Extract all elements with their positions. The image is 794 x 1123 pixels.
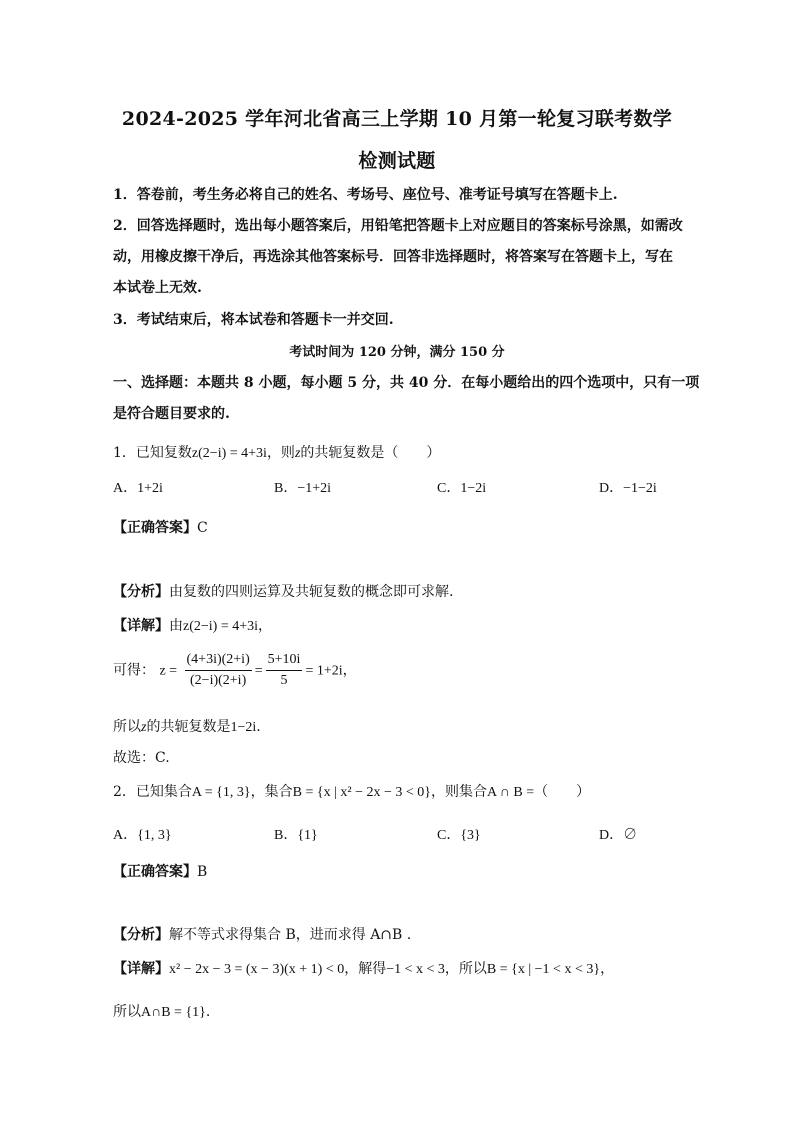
q1-derivation: 可得： z = $\frac{(4+3i)(2+i)}{(2-i)(2+i)}$ = $\frac{5+10i}{5}$ = 1+2i， bbox=[113, 652, 357, 688]
question-1 bbox=[113, 442, 440, 462]
title-line-2: 检测试题 bbox=[358, 150, 436, 172]
instruction-2-cont-2: 本试卷上无效. bbox=[113, 280, 202, 296]
q1-fraction-1-denominator: (2−i)(2+i) bbox=[190, 673, 247, 688]
q2-final-end: . bbox=[205, 1004, 211, 1020]
q1-analysis-label: 【分析】 bbox=[113, 584, 169, 600]
exam-time: 考试时间为 120 分钟，满分 150 分 bbox=[289, 345, 505, 360]
q1-mid: ，则 bbox=[266, 445, 295, 461]
q2-detail-end: ， bbox=[600, 961, 615, 977]
q2-analysis bbox=[113, 924, 411, 944]
question-2 bbox=[113, 781, 590, 801]
q2-mid-1: ，集合 bbox=[250, 784, 293, 800]
q2-option-c: C．{3} bbox=[437, 828, 481, 843]
q1-fraction-1 bbox=[185, 652, 252, 689]
q1-var: z bbox=[294, 446, 301, 461]
q1-option-c: C．1−2i bbox=[437, 481, 487, 496]
q2-detail-mid: ，解得 bbox=[344, 961, 387, 977]
q2-option-d: D．∅ bbox=[599, 828, 638, 843]
q1-analysis bbox=[113, 581, 453, 601]
q1-suffix: 的共轭复数是（ ） bbox=[300, 445, 441, 461]
q2-detail-range: −1 < x < 3 bbox=[386, 962, 445, 977]
q2-detail-set-b: B = {x | −1 < x < 3} bbox=[486, 962, 601, 977]
q1-derive-z: z = bbox=[159, 663, 178, 679]
q1-detail-suffix: ， bbox=[258, 618, 273, 634]
q2-option-b: B．{1} bbox=[274, 828, 318, 843]
q2-set-a: A = {1, 3} bbox=[191, 785, 251, 800]
q2-detail-mid-2: ，所以 bbox=[444, 961, 487, 977]
q2-option-a: A．{1, 3} bbox=[113, 828, 172, 843]
q2-answer-value: B bbox=[197, 864, 208, 880]
q2-expression: A ∩ B = bbox=[486, 785, 535, 800]
q2-mid-2: ，则集合 bbox=[430, 784, 487, 800]
q2-prefix: 2．已知集合 bbox=[113, 784, 192, 800]
q2-analysis-label: 【分析】 bbox=[113, 927, 169, 943]
section-heading-cont: 是符合题目要求的. bbox=[113, 406, 230, 422]
q1-detail-label: 【详解】 bbox=[113, 618, 169, 634]
q1-derive-prefix: 可得： bbox=[113, 662, 155, 679]
q2-set-b: B = {x | x² − 2x − 3 < 0} bbox=[292, 785, 431, 800]
q1-analysis-text: 由复数的四则运算及共轭复数的概念即可求解. bbox=[169, 584, 454, 600]
q1-so-prefix: 所以 bbox=[113, 719, 141, 735]
q1-option-a: A．1+2i bbox=[113, 481, 163, 496]
q1-detail-prefix: 由 bbox=[169, 618, 183, 634]
q1-option-b: B．−1+2i bbox=[274, 481, 332, 496]
q1-derive-result: = 1+2i bbox=[305, 663, 343, 679]
instruction-1: 1．答卷前，考生务必将自己的姓名、考场号、座位号、准考证号填写在答题卡上. bbox=[113, 187, 618, 203]
q1-detail bbox=[113, 615, 272, 635]
q1-prefix: 1．已知复数 bbox=[113, 445, 192, 461]
q1-derive-end: ， bbox=[342, 662, 357, 679]
q2-answer bbox=[113, 861, 207, 881]
q1-so-end: . bbox=[256, 719, 261, 735]
q2-detail-label: 【详解】 bbox=[113, 961, 169, 977]
q2-answer-label: 【正确答案】 bbox=[113, 864, 197, 880]
q1-answer-label: 【正确答案】 bbox=[113, 520, 197, 536]
q2-conclusion bbox=[113, 1001, 210, 1021]
instruction-2: 2．回答选择题时，选出每小题答案后，用铅笔把答题卡上对应题目的答案标号涂黑，如需改 bbox=[113, 218, 683, 234]
q1-fraction-1-numerator: (4+3i)(2+i) bbox=[185, 652, 252, 671]
instruction-3: 3．考试结束后，将本试卷和答题卡一并交回. bbox=[113, 312, 394, 328]
q1-so-value: 1−2i bbox=[230, 720, 257, 735]
q1-so-mid: 的共轭复数是 bbox=[146, 719, 231, 735]
q2-final-prefix: 所以 bbox=[113, 1004, 141, 1020]
q1-fraction-2-numerator: 5+10i bbox=[266, 652, 303, 671]
q1-fraction-2-denominator: 5 bbox=[280, 673, 288, 688]
title-line-1: 2024-2025 学年河北省高三上学期 10 月第一轮复习联考数学 bbox=[121, 108, 673, 130]
instruction-2-cont-1: 动，用橡皮擦干净后，再选涂其他答案标号．回答非选择题时，将答案写在答题卡上，写在 bbox=[113, 249, 673, 265]
q1-conclusion bbox=[113, 716, 261, 736]
q2-final-equation: A∩B = {1} bbox=[141, 1005, 206, 1020]
q2-suffix: （ ） bbox=[534, 784, 591, 800]
q1-equation: z(2−i) = 4+3i bbox=[191, 446, 267, 461]
section-heading: 一、选择题：本题共 8 小题，每小题 5 分，共 40 分．在每小题给出的四个选项中，只有一项 bbox=[113, 375, 700, 391]
q1-answer-value: C bbox=[197, 520, 208, 536]
q1-option-d: D．−1−2i bbox=[599, 481, 657, 496]
q2-detail bbox=[113, 958, 614, 978]
q1-so-var: z bbox=[141, 720, 147, 735]
q1-detail-equation: z(2−i) = 4+3i bbox=[183, 619, 259, 634]
q2-detail-equation: x² − 2x − 3 = (x − 3)(x + 1) < 0 bbox=[169, 962, 345, 977]
q1-answer bbox=[113, 517, 208, 537]
q1-fraction-2 bbox=[266, 652, 303, 689]
q2-analysis-text: 解不等式求得集合 B，进而求得 A∩B . bbox=[169, 927, 412, 943]
q1-choice: 故选：C. bbox=[113, 750, 170, 766]
